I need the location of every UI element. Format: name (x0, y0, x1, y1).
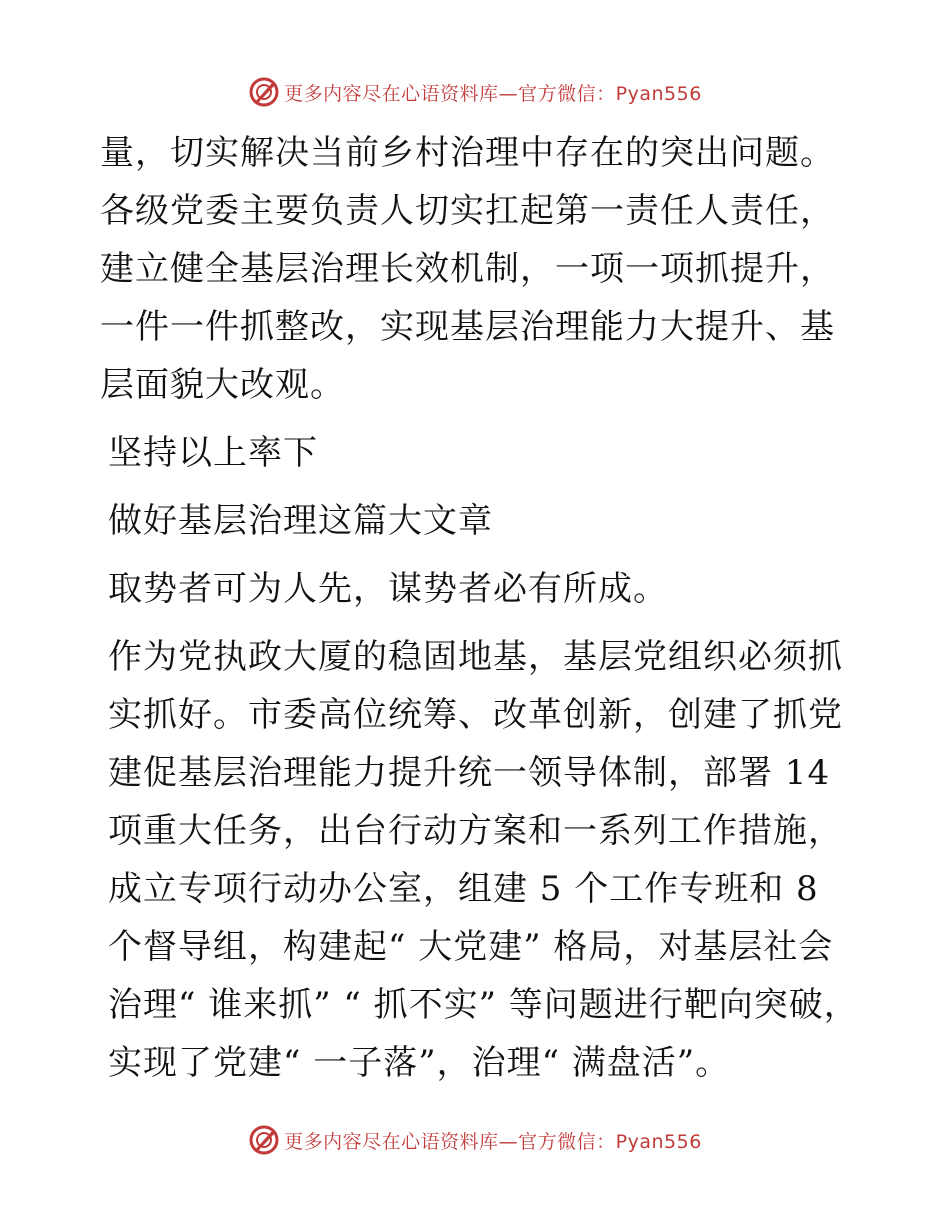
section-heading-1: 坚持以上率下 (108, 433, 318, 473)
document-body (100, 124, 860, 1092)
paragraph-1: 量，切实解决当前乡村治理中存在的突出问题。各级党委主要负责人切实扛起第一责任人责任，建立健全基层治理长效机制，一项一项抓提升，一件一件抓整改，实现基层治理能力大提升、基层面貌大改观。 (100, 133, 835, 405)
header-banner (0, 72, 950, 112)
footer-banner (0, 1120, 950, 1160)
logo-icon (248, 1124, 280, 1156)
paragraph-3: 作为党执政大厦的稳固地基，基层党组织必须抓实抓好。市委高位统筹、改革创新，创建了抓党建促基层治理能力提升统一领导体制，部署 14 项重大任务，出台行动方案和一系列工作措施，成立专项行动办公室，组建 5 个工作专班和 8 个督导组，构建起“ 大党建” 格局，对基层社会治理“ 谁来抓” “ 抓不实” 等问题进行靶向突破，实现了党建“ 一子落”，治理“ 满盘活”。 (108, 637, 859, 1083)
paragraph-2: 取势者可为人先，谋势者必有所成。 (108, 569, 668, 609)
banner-text: 更多内容尽在心语资料库—官方微信：Pyan556 (284, 1130, 702, 1153)
section-heading-2: 做好基层治理这篇大文章 (108, 501, 493, 541)
logo-icon (248, 76, 280, 108)
banner-text: 更多内容尽在心语资料库—官方微信：Pyan556 (284, 82, 702, 105)
